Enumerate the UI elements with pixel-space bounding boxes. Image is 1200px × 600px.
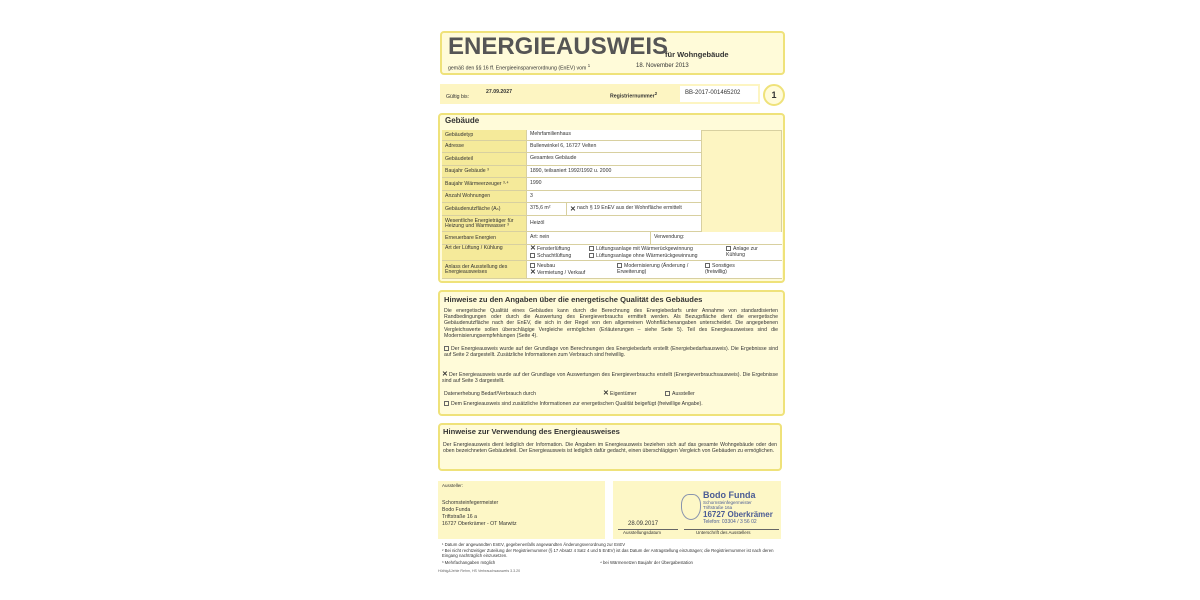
option-other[interactable]: [705, 263, 755, 275]
issuer-line: 16727 Oberkrämer - OT Marwitz: [442, 521, 517, 527]
table-row: [442, 216, 701, 232]
area-method: [567, 203, 701, 215]
document-title: ENERGIEAUSWEIS: [448, 33, 669, 60]
option-label: Lüftungsanlage mit Wärmerückgewinnung: [596, 246, 693, 252]
signature-label: Unterschrift des Ausstellers: [696, 530, 751, 535]
option-new-build[interactable]: [530, 263, 555, 269]
footnote-ref: 2: [654, 91, 658, 96]
checkbox: [665, 391, 670, 396]
issuer-address: [442, 500, 517, 528]
option-label: Aussteller: [672, 391, 695, 397]
checkbox-checked: ✕: [603, 390, 609, 398]
table-row: [442, 166, 701, 178]
footnote-2: ² Bei nicht rechtzeitiger Zuteilung der Registriernummer (§ 17 Absatz 4 Satz 4 und 5 EnEV) ist das Datum der Antragstellung einzutragen; die Registriernummer ist nach deren Eingang nachträglich einzusetzen.: [442, 548, 774, 558]
row-label: Anzahl Wohnungen: [442, 191, 527, 202]
footnote-3: ³ Mehrfachangaben möglich: [442, 560, 496, 565]
checkbox: [444, 401, 449, 406]
source-note: Hüthig&Jehle Rehm, HS Verbrauchsausweis 3.3.20: [438, 569, 521, 573]
registration-number: BB-2017-001465202: [680, 86, 758, 102]
option-label: Anlage zur Kühlung: [726, 246, 758, 258]
footnote-ref: 1: [587, 63, 591, 68]
checkbox-checked: ✕: [530, 245, 536, 253]
row-label: Baujahr Gebäude ³: [442, 166, 527, 177]
row-value: 3: [527, 191, 701, 202]
usage-text: Der Energieausweis dient lediglich der Information. Die Angaben im Energieausweis beziehen sich auf das gesamte Wohngebäude oder den oben bezeichneten Gebäudeteil. Der Energieausweis ist lediglich dafür gedacht, einen überschlägigen Vergleich von Gebäuden zu ermöglichen.: [443, 442, 777, 455]
building-photo-area: [701, 130, 782, 235]
valid-until-date: 27.09.2027: [486, 89, 512, 95]
table-row: [442, 130, 701, 141]
checkbox-checked: ✕: [530, 269, 536, 277]
checkbox: [530, 253, 535, 258]
option-issuer[interactable]: [665, 391, 695, 397]
option-rental-sale[interactable]: [530, 270, 585, 276]
option-label: Fensterlüftung: [537, 246, 571, 252]
issue-date: 28.09.2017: [628, 521, 659, 527]
checkbox: [617, 263, 622, 268]
row-value: 1890, teilsaniert 1992/1992 u. 2000: [527, 166, 701, 177]
regulation-date: 18. November 2013: [636, 63, 689, 69]
row-value: 1990: [527, 178, 701, 190]
table-row: [442, 153, 701, 166]
quality-heading: Hinweise zu den Angaben über die energetische Qualität des Gebäudes: [444, 295, 703, 304]
row-value: Mehrfamilienhaus: [527, 130, 701, 140]
table-row: [442, 191, 701, 203]
building-table: [442, 130, 758, 280]
option-label: Schachtlüftung: [537, 253, 572, 259]
option-label: Lüftungsanlage ohne Wärmerückgewinnung: [596, 253, 698, 259]
checkbox-checked: ✕: [570, 205, 576, 213]
option-owner[interactable]: [603, 391, 637, 397]
data-collection-label: Datenerhebung Bedarf/Verbrauch durch: [444, 391, 536, 397]
row-value: Heizöl: [527, 216, 701, 231]
table-row: [442, 232, 782, 245]
stamp-name: Bodo Funda: [703, 490, 756, 500]
area-method-label: nach § 19 EnEV aus der Wohnfläche ermittelt: [577, 205, 682, 212]
row-label: Erneuerbare Energien: [442, 232, 527, 244]
row-value: Art: nein: [527, 232, 651, 244]
renewable-usage: Verwendung:: [651, 232, 782, 244]
table-row: [442, 178, 701, 191]
row-label: Anlass der Ausstellung des Energieausweises: [442, 261, 527, 278]
row-label: Wesentliche Energieträger für Heizung und Warmwasser ³: [442, 216, 527, 231]
checkbox: [589, 253, 594, 258]
issue-date-label: Ausstellungsdatum: [623, 530, 662, 535]
row-label: Baujahr Wärmeerzeuger ³·⁴: [442, 178, 527, 190]
option-label: Sonstiges (freiwillig): [705, 263, 735, 275]
option-shaft[interactable]: [530, 253, 571, 259]
issuer-line: Triftstraße 16 a: [442, 514, 477, 520]
row-label: Art der Lüftung / Kühlung: [442, 245, 527, 260]
row-label: Gebäudeteil: [442, 153, 527, 165]
option-window[interactable]: [530, 246, 570, 252]
row-value: Gesamtes Gebäude: [527, 153, 701, 165]
checkbox: [530, 263, 535, 268]
row-label: Adresse: [442, 141, 527, 152]
option-label: Modernisierung (Änderung / Erweiterung): [617, 263, 689, 275]
stamp-phone: Telefon: 03304 / 3 56 02: [703, 519, 757, 525]
page-number: 1: [763, 84, 785, 106]
quality-option-additional[interactable]: [444, 401, 703, 407]
table-row: [442, 245, 782, 261]
option-no-heat-recovery[interactable]: [589, 253, 698, 259]
option-heat-recovery[interactable]: [589, 246, 693, 252]
table-row: [442, 141, 701, 153]
reason-options: [527, 261, 782, 278]
row-label: Gebäudenutzfläche (Aₙ): [442, 203, 527, 215]
checkbox-checked[interactable]: ✕: [442, 371, 448, 379]
checkbox: [726, 246, 731, 251]
issuer-line: Schornsteinfegermeister: [442, 500, 499, 506]
checkbox[interactable]: [444, 346, 449, 351]
stamp-title: Schornsteinfegermeister: [703, 500, 752, 505]
ventilation-options: [527, 245, 782, 260]
stamp-street: Triftstraße 16a: [703, 505, 733, 510]
checkbox: [589, 246, 594, 251]
option-label: Der Energieausweis wurde auf der Grundlage von Berechnungen des Energiebedarfs erstellt (Energiebedarfsausweis). Die Ergebnisse sind auf Seite 2 dargestellt. Zusätzliche Informationen zum Verbrauch sind freiwillig.: [444, 346, 778, 359]
option-label: Eigentümer: [610, 391, 637, 397]
stamp-city: 16727 Oberkrämer: [703, 510, 773, 519]
registration-label-text: Registriernummer: [610, 93, 655, 100]
quality-intro: Die energetische Qualität eines Gebäudes kann durch die Berechnung des Energiebedarfs unter Annahme von standardisierten Randbedingungen oder durch die Auswertung des Energieverbrauchs ermittelt werden. Als Bezugsfläche dient die energetische Gebäudenutzfläche nach der EnEV, die sich in der Regel von den allgemeinen Wohnflächenangaben unterscheidet. Die angegebenen Vergleichswerte sollen überschlägige Vergleiche ermöglichen (Erläuterungen – siehe Seite 5). Teil des Energieausweises sind die Modernisierungsempfehlungen (Seite 4).: [444, 308, 778, 339]
row-label: Gebäudetyp: [442, 130, 527, 140]
option-modernisation[interactable]: [617, 263, 697, 275]
footnote-4: ⁴ bei Wärmenetzen Baujahr der Übergabestation: [600, 560, 693, 565]
checkbox: [705, 263, 710, 268]
issuer-label: Aussteller:: [442, 483, 464, 488]
area-value: 375,6 m²: [530, 205, 551, 212]
regulation-text: [448, 63, 590, 72]
stamp-emblem-icon: [681, 494, 701, 520]
stamp: [703, 490, 773, 525]
regulation-label: gemäß den §§ 16 ff. Energieeinsparverordnung (EnEV) vom: [448, 65, 587, 72]
valid-until-label: Gültig bis:: [446, 94, 470, 100]
option-label: Dem Energieausweis sind zusätzliche Informationen zur energetischen Qualität beigefügt (freiwillige Angabe).: [451, 401, 703, 407]
option-label: Vermietung / Verkauf: [537, 270, 586, 276]
issuer-line: Bodo Funda: [442, 507, 471, 513]
document-subtitle: für Wohngebäude: [665, 50, 729, 59]
row-value: Bullenwinkel 6, 16727 Velten: [527, 141, 701, 152]
option-cooling[interactable]: [726, 246, 776, 258]
building-heading: Gebäude: [445, 116, 480, 125]
option-label: Der Energieausweis wurde auf der Grundlage von Auswertungen des Energieverbrauchs erstellt (Energieverbrauchsausweis). Die Ergebnisse sind auf Seite 3 dargestellt.: [442, 372, 778, 385]
quality-option-consumption: [442, 372, 778, 384]
row-value: [527, 203, 567, 215]
quality-option-demand: [444, 346, 778, 358]
table-row: [442, 203, 701, 216]
footnote-1: ¹ Datum der angewandten EnEV, gegebenenfalls angewandten Änderungsverordnung zur EnEV: [442, 542, 626, 547]
option-label: Neubau: [537, 263, 556, 269]
table-row: [442, 261, 782, 279]
registration-label: [610, 91, 657, 100]
usage-heading: Hinweise zur Verwendung des Energieausweises: [443, 427, 620, 436]
